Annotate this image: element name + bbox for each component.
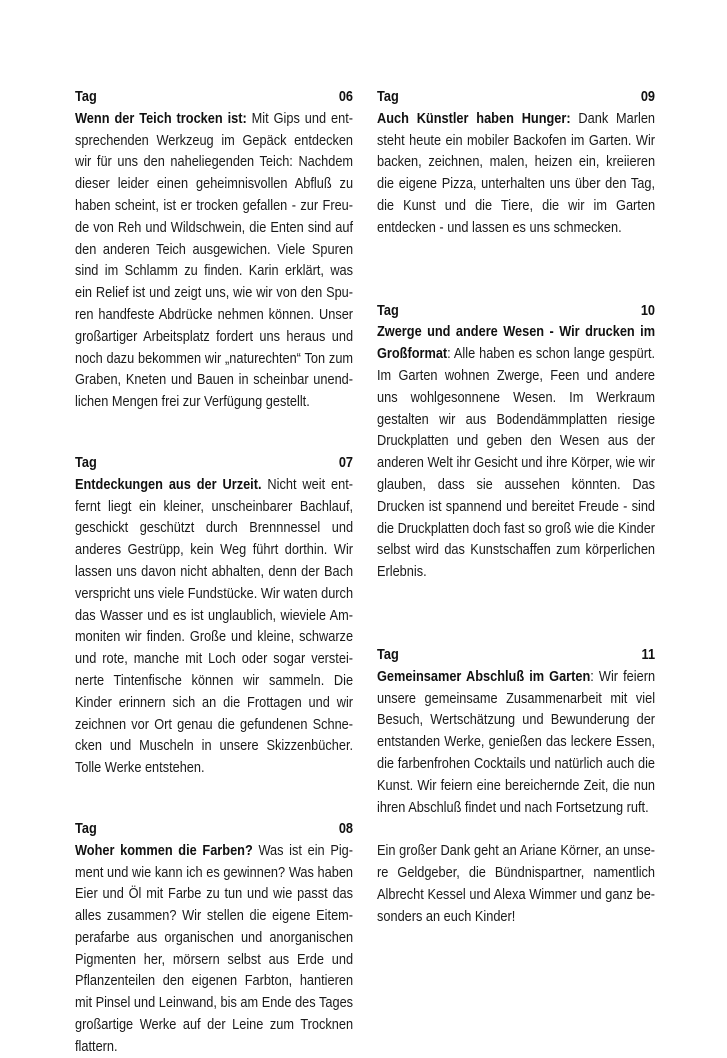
day-text: Dank Marlen steht heute ein mobiler Backofen im Garten. Wir backen, zeichnen, malen, heizen ein, kreiieren die eigene Pizza, unterhalten uns über den Tag, die Kunst und die Tiere, die wir im Garten entdecken - und lassen es uns schmecken. [377, 109, 656, 236]
day-title: Gemeinsamer Abschluß im Garten [377, 667, 591, 685]
day-header [377, 644, 655, 666]
day-header [377, 300, 655, 322]
day-header [75, 818, 353, 840]
day-10-section [377, 300, 655, 583]
day-description [75, 840, 353, 1058]
tag-label: Tag [75, 453, 97, 471]
day-description [75, 474, 353, 779]
day-text: Nicht weit entfernt liegt ein kleiner, unscheinbarer Bachlauf, geschickt geschützt durch Brennnessel und anderes Gestrüpp, kein Weg führt dorthin. Wir lassen uns davon nicht abhalten, denn der Bach verspricht uns viele Fundstücke. Wir waten durch das Wasser und es ist unglaublich, wieviele Ammoniten wir finden. Große und kleine, schwarze und rote, manche mit Loch oder sogar versteinerte Tintenfische können wir sammeln. Die Kinder erinnern sich an die Frottagen und wir zeichnen vor Ort genau die gefundenen Schnecken und Muscheln in unsere Skizzenbücher. Tolle Werke entstehen. [75, 475, 354, 777]
day-text: : Alle haben es schon lange gespürt. Im Garten wohnen Zwerge, Feen und andere uns wohlgesonnene Wesen. Im Werkraum gestalten wir aus Bodendämmplatten riesige Druckplatten und geben den Wesen aus der anderen Welt ihr Gesicht und ihre Körper, wie wir glauben, dass sie aussehen könnten. Das Drucken ist spannend und bereitet Freude - sind die Druckplatten doch fast so groß wie die Kinder selbst wird das Kunstschaffen zum körperlichen Erlebnis. [377, 345, 656, 581]
day-07-section [75, 452, 353, 779]
tag-label: Tag [75, 88, 97, 105]
day-text: Was ist ein Pigment und wie kann ich es gewinnen? Was haben Eier und Öl mit Farbe zu tun und wie passt das alles zusammen? Wir stellen die eigene Eitemperafarbe aus organischen und anorganischen Pigmenten her, mörsern selbst aus Erde und Pflanzenteilen den eigenen Farbton, hantieren mit Pinsel und Leinwand, bis am Ende des Tages großartige Werke auf der Leine zum Trocknen flattern. [75, 841, 354, 1055]
day-number: 08 [338, 819, 354, 837]
day-09-section [377, 86, 655, 239]
day-header [75, 452, 353, 474]
day-description [377, 666, 655, 819]
day-title: Zwerge und andere Wesen - Wir drucken im Großformat [377, 323, 656, 363]
day-header [75, 86, 353, 108]
day-text: Mit Gips und entsprechenden Werkzeug im Gepäck entdecken wir für uns den naheliegenden Teich: Nachdem dieser leider einen geheimnisvollen Abfluß zu haben scheint, ist er trocken gefallen - zur Freude von Reh und Wildschwein, die Enten sind auf den anderen Teich ausgewichen. Viele Spuren sind im Schlamm zu finden. Karin erklärt, was ein Relief ist und zeigt uns, wie wir von den Spuren handfeste Abdrücke nehmen können. Unser großartiger Arbeitsplatz fordert uns heraus und noch dazu bekommen wir „naturechten“ Ton zum Graben, Kneten und Bauen in scheinbar unendlichen Mengen frei zur Verfügung gestellt. [75, 109, 354, 411]
day-title: Entdeckungen aus der Urzeit. [75, 475, 262, 493]
tag-label: Tag [75, 819, 97, 837]
right-column [377, 86, 655, 927]
day-number: 06 [338, 88, 354, 105]
day-description [377, 321, 655, 583]
day-title: Wenn der Teich trocken ist: [75, 109, 247, 127]
acknowledgement-text: Ein großer Dank geht an Ariane Körner, an unsere Geldgeber, die Bündnispartner, namentlich Albrecht Kessel und Alexa Wimmer und ganz besonders an euch Kinder! [377, 842, 656, 925]
day-description [377, 108, 655, 239]
day-06-section [75, 86, 353, 413]
day-08-section [75, 818, 353, 1058]
day-title: Woher kommen die Farben? [75, 841, 253, 859]
day-number: 09 [640, 88, 656, 105]
day-header [377, 86, 655, 108]
tag-label: Tag [377, 88, 399, 105]
day-11-section [377, 644, 655, 818]
day-description [75, 108, 353, 413]
left-column [75, 86, 353, 1058]
day-title: Auch Künstler haben Hunger: [377, 109, 571, 127]
day-number: 11 [641, 645, 656, 663]
day-number: 10 [640, 301, 656, 319]
tag-label: Tag [377, 645, 399, 663]
day-text: : Wir feiern unsere gemeinsame Zusammenarbeit mit viel Besuch, Wertschätzung und Bewunderung der entstanden Werke, genießen das leckere Essen, die farbenfrohen Cocktails und natürlich auch die Kunst. Wir feiern eine bereichernde Zeit, die nun ihren Abschluß findet und nach Fortsetzung ruft. [377, 667, 656, 816]
day-number: 07 [338, 453, 354, 471]
tag-label: Tag [377, 301, 399, 319]
